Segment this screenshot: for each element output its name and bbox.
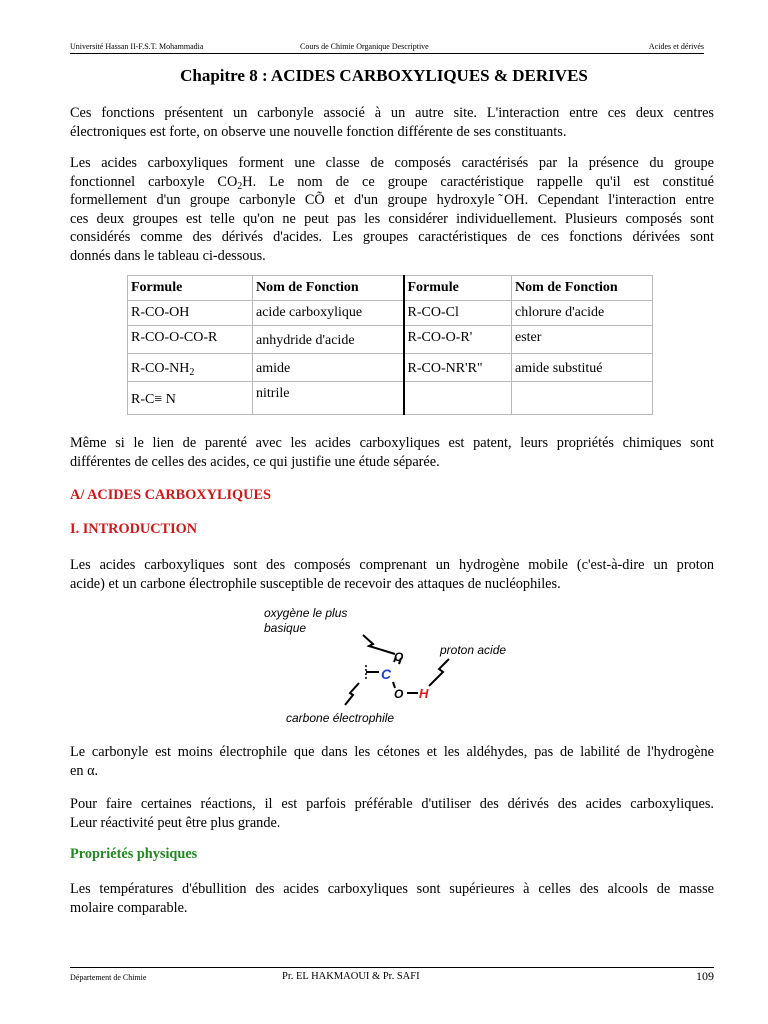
function-name-cell: anhydride d'acide <box>253 326 404 354</box>
text-line: Leur réactivité peut être plus grande. <box>70 814 281 831</box>
function-name-cell <box>512 382 653 415</box>
table-row <box>128 382 653 415</box>
carbon-arrow <box>345 683 359 705</box>
formula-cell: R-CO-Cl <box>404 301 512 326</box>
subscript: 2 <box>237 180 243 192</box>
text-line: molaire comparable. <box>70 899 188 916</box>
text-fragment: fonctionnel carboxyle CO <box>70 173 238 190</box>
column-header: Formule <box>404 276 512 301</box>
text-fragment: R-CO-NH <box>131 361 190 376</box>
formula-cell: R-CO-OH <box>128 301 253 326</box>
derivatives-paragraph <box>70 434 714 471</box>
text-line: Ces fonctions présentent un carbonyle associé à un autre site. L'interaction entre ces deux centres <box>70 105 714 121</box>
formula-cell: R-C≡ N <box>128 382 253 415</box>
text-line: Même si le lien de parenté avec les acides carboxyliques est patent, leurs propriétés chimiques sont <box>70 435 714 451</box>
page-header <box>70 40 704 54</box>
column-header: Formule <box>128 276 253 301</box>
page-footer <box>70 967 714 987</box>
column-header: Nom de Fonction <box>512 276 653 301</box>
function-name-cell: acide carboxylique <box>253 301 404 326</box>
carbon-label: carbone électrophile <box>286 711 395 725</box>
text-line: Le carbonyle est moins électrophile que dans les cétones et les aldéhydes, pas de labilité de l'hydrogène <box>70 744 714 760</box>
oxygen-label-line1: oxygène le plus <box>264 606 348 620</box>
function-name-cell: ester <box>512 326 653 354</box>
function-name-cell: nitrile <box>253 382 404 415</box>
header-chapter: Acides et dérivés <box>648 42 704 51</box>
atom-hydrogen: H <box>419 686 429 701</box>
formula-cell: R-CO-NR'R" <box>404 354 512 382</box>
header-university: Université Hassan II-F.S.T. Mohammadia <box>70 42 204 51</box>
oxygen-label-line2: basique <box>264 621 307 635</box>
text-line: en α. <box>70 762 99 779</box>
functions-table <box>127 275 653 415</box>
text-line: acide) et un carbone électrophile susceptible de recevoir des attaques de nucléophiles. <box>70 575 561 592</box>
text-line: ces deux groupes est telle qu'on ne peut pas les considérer individuellement. Plusieurs composés sont <box>70 210 714 227</box>
proton-label: proton acide <box>440 643 507 657</box>
carbonyl-paragraph <box>70 743 714 780</box>
text-line: électroniques est forte, on observe une nouvelle fonction différente de ses constituants. <box>70 123 567 140</box>
text-line: Les températures d'ébullition des acides carboxyliques sont supérieures à celles des alcools de masse <box>70 881 714 897</box>
footer-authors: Pr. EL HAKMAOUI & Pr. SAFI <box>282 971 420 982</box>
text-fragment: H. Le nom de ce groupe caractéristique rappelle qu'il est constitué <box>242 173 714 190</box>
chapter-title: Chapitre 8 : ACIDES CARBOXYLIQUES & DERIVES <box>180 66 588 85</box>
text-line: donnés dans le tableau ci-dessous. <box>70 247 266 264</box>
atom-oxygen-carbonyl: O <box>394 650 404 664</box>
function-name-cell: amide substitué <box>512 354 653 382</box>
formula-cell <box>128 354 253 382</box>
section-heading-physical-properties: Propriétés physiques <box>70 846 198 862</box>
formula-cell: R-CO-O-CO-R <box>128 326 253 354</box>
atom-carbon: C <box>381 666 392 682</box>
table-row <box>128 301 653 326</box>
carboxyl-diagram <box>255 602 525 732</box>
table-header-row <box>128 276 653 301</box>
text-line: Les acides carboxyliques sont des composés comprenant un hydrogène mobile (c'est-à-dire un proton <box>70 557 714 573</box>
intro-paragraph <box>70 104 714 141</box>
formula-cell <box>404 382 512 415</box>
subscript: 2 <box>189 367 195 378</box>
proton-arrow <box>429 659 449 686</box>
text-line: considérés comme des dérivés d'acides. Les groupes caractéristiques de ces fonctions dérivées sont <box>70 229 714 245</box>
text-line <box>70 173 714 192</box>
reactivity-paragraph <box>70 795 714 832</box>
header-course: Cours de Chimie Organique Descriptive <box>300 42 429 51</box>
footer-department: Département de Chimie <box>70 973 147 982</box>
text-line: formellement d'un groupe carbonyle CÕ et d'un groupe hydroxyle ̃OH. Cependant l'interaction entre <box>70 192 714 208</box>
atom-oxygen-hydroxyl: O <box>394 687 404 701</box>
introduction-paragraph <box>70 556 714 593</box>
function-name-cell: amide <box>253 354 404 382</box>
oxygen-arrow <box>363 635 395 654</box>
formula-cell: R-CO-O-R' <box>404 326 512 354</box>
section-heading-introduction: I. INTRODUCTION <box>70 521 198 537</box>
table-row <box>128 326 653 354</box>
page-number: 109 <box>696 969 714 983</box>
text-line: Pour faire certaines réactions, il est parfois préférable d'utiliser des dérivés des acides carboxyliques. <box>70 796 714 812</box>
section-heading-acids: A/ ACIDES CARBOXYLIQUES <box>70 487 271 503</box>
function-name-cell: chlorure d'acide <box>512 301 653 326</box>
text-line: différentes de celles des acides, ce qui justifie une étude séparée. <box>70 453 440 470</box>
boiling-point-paragraph <box>70 880 714 917</box>
text-line: Les acides carboxyliques forment une classe de composés caractérisés par la présence du groupe <box>70 155 714 171</box>
carboxyl-paragraph <box>70 154 714 265</box>
table-row <box>128 354 653 382</box>
column-header: Nom de Fonction <box>253 276 404 301</box>
